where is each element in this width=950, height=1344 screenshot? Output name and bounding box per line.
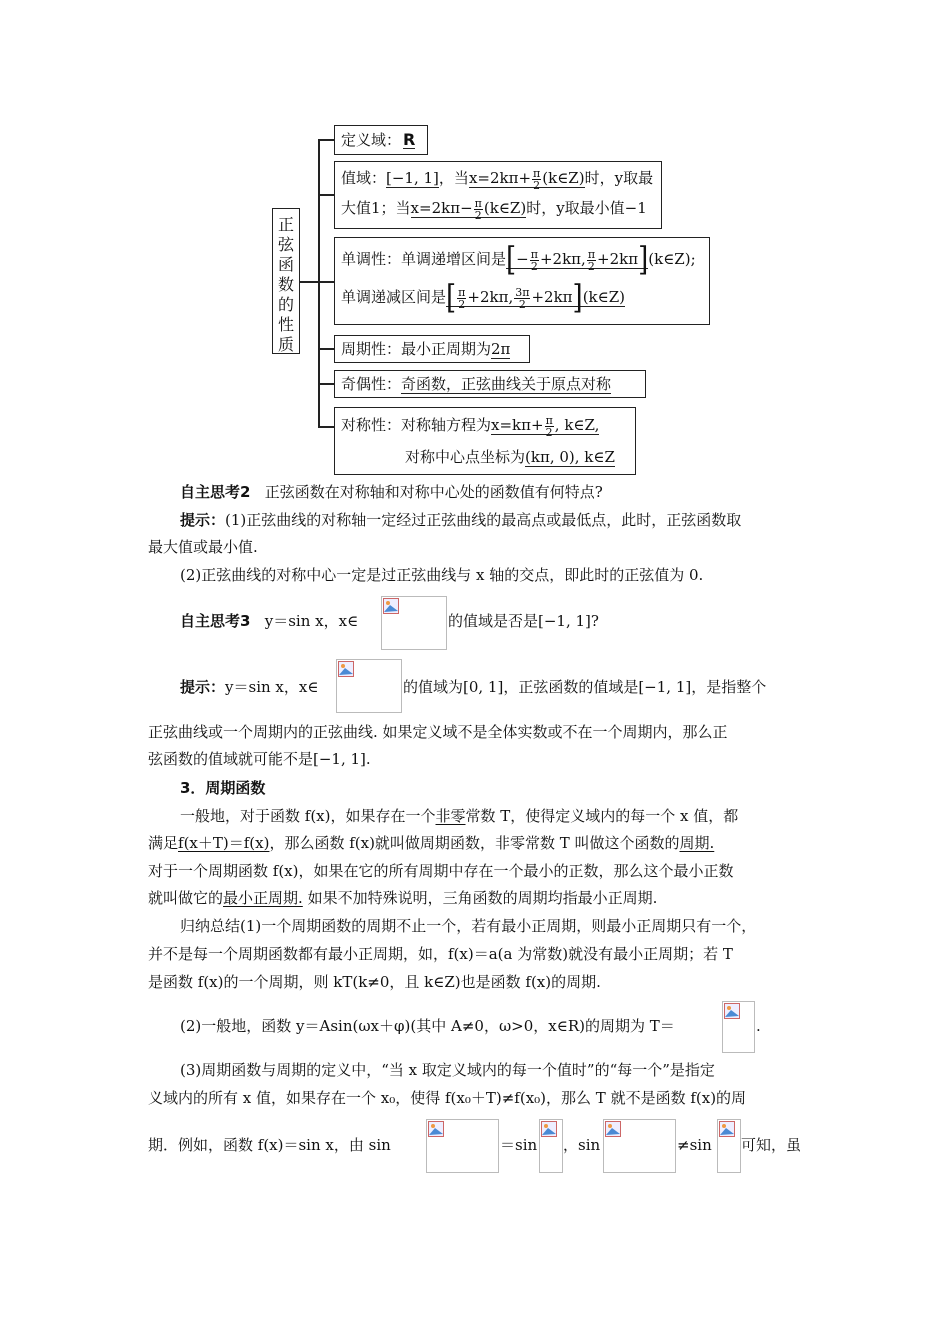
title-char: 质 [277,335,294,354]
p2-line3: 是函数 f(x)的一个周期，则 kT(k≠0，且 k∈Z)也是函数 f(x)的周期. [148,973,601,991]
range-line2-head: 大值1；当 [341,199,411,217]
parity-label: 奇偶性： [341,375,402,393]
q2-text: 正弦函数在对称轴和对称中心处的函数值有何特点? [264,483,603,501]
mono-dec-cond: (k∈Z) [582,288,626,306]
title-char: 弦 [277,235,294,254]
fraction: $\frac{3\pi}{2}$ [515,285,530,311]
section-title: 3．周期函数 [180,779,266,797]
fraction: $\frac{\pi}{2}$ [530,247,538,273]
symmetry-box [334,407,636,475]
fraction: $\frac{\pi}{2}$ [587,247,596,273]
hint3-post: 的值域为[0, 1]，正弦函数的值域是[−1, 1]，是指整个 [403,678,767,696]
p4-line3-a: 期．例如，函数 f(x)＝sin x，由 sin [148,1136,391,1154]
mono-dec-label: 单调递减区间是 [341,288,447,306]
range-label: 值域： [341,169,387,187]
p1-line4-b: 如果不加特殊说明，三角函数的周期均指最小正周期. [302,889,658,907]
range-box [334,161,662,229]
range-min-expr: x=2kπ− [410,199,473,217]
broken-image-icon [383,598,399,614]
monotonicity-box: 单调性：单调递增区间是[− $\frac{\pi}{2}$ +2kπ, $\frac{\pi}{2}$ +2kπ](k∈Z); 单调递减区间是[ $\frac{\pi}{2}$ +2kπ, $\frac{3\pi}{2}$ +2kπ](k∈Z) [334,237,710,325]
q2-label: 自主思考2 [180,483,251,501]
hint-label: 提示： [180,678,226,696]
hint3-pre: y＝sin x，x∈ [225,678,319,696]
mono-inc-label: 单调性：单调递增区间是 [341,250,507,268]
mono-inc-end: +2kπ [597,250,639,268]
domain-label: 定义域： [341,131,402,149]
range-when: ，当 [438,169,469,187]
connector-monotonic [318,281,334,283]
fraction: $\frac{\pi}{2}$ [474,196,482,222]
title-char: 正 [277,215,294,234]
formula-image-placeholder [426,1119,499,1173]
hint2-line1: (1)正弦曲线的对称轴一定经过正弦曲线的最高点或最低点，此时，正弦函数取 [225,511,742,529]
broken-image-icon [605,1121,621,1137]
formula-image-placeholder [381,596,447,650]
p4-line1: (3)周期函数与周期的定义中，“当 x 取定义域内的每一个值时”的“每一个”是指定 [180,1061,715,1079]
title-char: 的 [277,295,294,314]
p1-line1-a: 一般地，对于函数 f(x)，如果存在一个 [180,807,436,825]
fraction: $\frac{\pi}{2}$ [458,285,466,311]
fraction: $\frac{\pi}{2}$ [533,166,541,192]
hint3-line2: 正弦曲线或一个周期内的正弦曲线. 如果定义域不是全体实数或不在一个周期内，那么正 [148,723,728,741]
p1-line3: 对于一个周期函数 f(x)，如果在它的所有周期中存在一个最小的正数，那么这个最小正数 [148,862,734,880]
mono-dec-mid: +2kπ, [467,288,514,306]
sym-axis-expr: x=kπ+ [491,416,544,434]
p2-line1: 归纳总结(1)一个周期函数的周期不止一个，若有最小正周期，则最小正周期只有一个， [180,917,757,935]
sym-center-label: 对称中心点坐标为 [405,448,526,466]
broken-image-icon [724,1003,740,1019]
parity-box [334,370,646,398]
connector-root [300,281,318,283]
mono-inc-mid: +2kπ, [539,250,586,268]
sym-axis-label: 对称性：对称轴方程为 [341,416,492,434]
q3-label: 自主思考3 [180,612,251,630]
hint3-line3: 弦函数的值域就可能不是[−1, 1]. [148,750,371,768]
connector-domain [318,139,334,141]
range-max-tail: 时，y取最 [584,169,654,187]
hint2-line1b: 最大值或最小值. [148,538,258,556]
formula-image-placeholder [336,659,402,713]
title-char: 函 [277,255,294,274]
hint2-line2: (2)正弦曲线的对称中心一定是过正弦曲线与 x 轴的交点，即此时的正弦值为 0. [180,566,704,584]
period-box [334,335,530,363]
title-char: 性 [277,315,294,334]
period-label: 周期性：最小正周期为 [341,340,492,358]
p4-line2: 义域内的所有 x 值，如果存在一个 x₀，使得 f(x₀＋T)≠f(x₀)，那么 T 就不是函数 f(x)的周 [148,1089,747,1107]
p2-line2: 并不是每一个周期函数都有最小正周期，如，f(x)＝a(a 为常数)就没有最小正周期；若 T [148,945,733,963]
domain-value: R [403,130,416,149]
connector-symmetry [318,426,334,428]
p1-line1-b: 常数 T，使得定义域内的每一个 x 值，都 [465,807,739,825]
p1-line4-a: 就叫做它的 [148,889,224,907]
formula-image-placeholder [539,1119,563,1173]
title-char: 数 [277,275,294,294]
formula-image-placeholder [722,1001,755,1053]
p1-line2-b: ，那么函数 f(x)就叫做周期函数，非零常数 T 叫做这个函数的 [269,834,680,852]
formula-image-placeholder [603,1119,676,1173]
parity-value: 奇函数，正弦曲线关于原点对称 [401,375,612,393]
broken-image-icon [541,1121,557,1137]
p1-line4-underlined: 最小正周期. [223,889,303,907]
sym-axis-tail: , k∈Z, [554,416,600,434]
p4-line3-d: ≠sin [677,1136,712,1154]
range-max-expr: x=2kπ+ [468,169,532,187]
hint-label: 提示： [180,511,226,529]
mono-dec-end: +2kπ [531,288,573,306]
sym-center-value: (kπ, 0), k∈Z [525,448,615,466]
p1-line1-underlined: 非零 [435,807,466,825]
p3-post: . [756,1017,761,1035]
connector-period [318,348,334,350]
p3-pre: (2)一般地，函数 y＝Asin(ωx＋φ)(其中 A≠0，ω>0，x∈R)的周期为 T＝ [180,1017,675,1035]
mono-inc-minus: − [516,250,529,268]
domain-box [334,125,428,155]
p4-line3-e: 可知，虽 [741,1136,802,1154]
range-value: [−1, 1] [386,169,439,187]
range-min-cond: (k∈Z) [483,199,527,217]
fraction: $\frac{\pi}{2}$ [545,413,553,439]
q3-pre: y＝sin x，x∈ [264,612,359,630]
range-max-cond: (k∈Z) [542,169,585,187]
formula-image-placeholder [717,1119,741,1173]
p4-line3-c: ，sin [563,1136,601,1154]
p1-line2-a: 满足 [148,834,179,852]
diagram-title-box [272,208,300,354]
p4-line3-b: ＝sin [500,1136,538,1154]
connector-parity [318,383,334,385]
p1-line2-underlined: f(x＋T)＝f(x) [178,834,270,852]
p1-line2-underlined2: 周期. [679,834,715,852]
period-value: 2π [491,340,511,358]
mono-inc-cond: (k∈Z); [648,250,696,268]
q3-post: 的值域是否是[−1, 1]? [448,612,599,630]
broken-image-icon [719,1121,735,1137]
connector-range [318,194,334,196]
range-min-tail: 时，y取最小值−1 [526,199,647,217]
broken-image-icon [338,661,354,677]
broken-image-icon [428,1121,444,1137]
